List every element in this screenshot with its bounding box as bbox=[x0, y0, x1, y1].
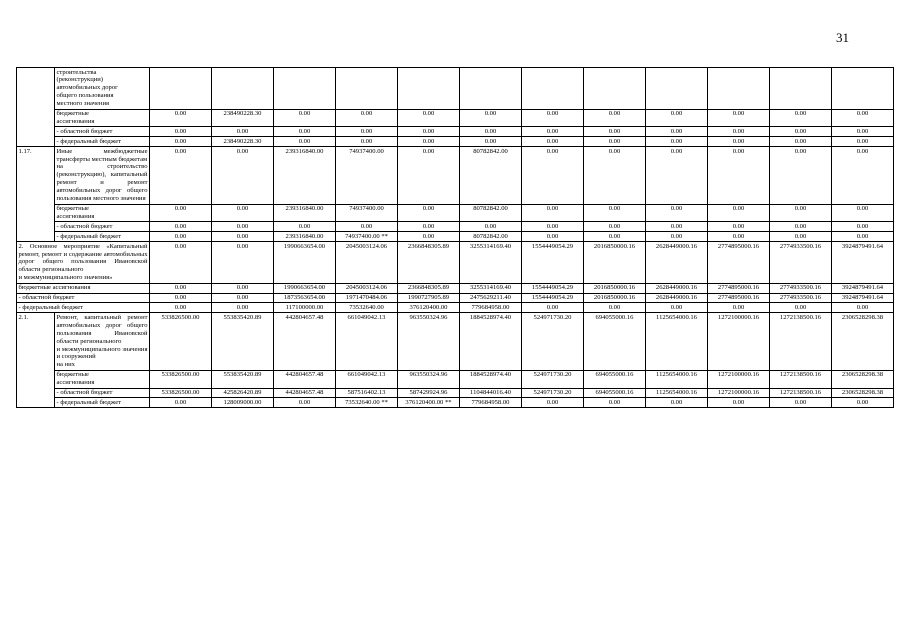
row-id bbox=[17, 398, 55, 408]
value-cell: 587516402.13 bbox=[336, 388, 398, 398]
row-description: Иные межбюджетные трансферты местным бюджетам на строительство (реконструкцию), капитальный ремонт и ремонт автомобильных дорог общего пользования местного значения bbox=[56, 147, 148, 203]
value-cell: 0.00 bbox=[832, 303, 894, 313]
value-cell: 0.00 bbox=[584, 303, 646, 313]
value-cell: 442804657.48 bbox=[274, 370, 336, 388]
value-cell: 1873563654.00 bbox=[274, 293, 336, 303]
value-cell: 2628449000.16 bbox=[646, 242, 708, 284]
value-cell: 0.00 bbox=[832, 137, 894, 147]
value-cell: 694055000.16 bbox=[584, 370, 646, 388]
row-id bbox=[17, 388, 55, 398]
value-cell: 0.00 bbox=[584, 232, 646, 242]
value-cell: 0.00 bbox=[212, 232, 274, 242]
value-cell: 0.00 bbox=[150, 109, 212, 127]
value-cell: 0.00 bbox=[646, 127, 708, 137]
value-cell: 0.00 bbox=[460, 222, 522, 232]
value-cell: 0.00 bbox=[212, 222, 274, 232]
row-description: бюджетные ассигнования bbox=[55, 109, 150, 127]
value-cell bbox=[832, 68, 894, 110]
value-cell: 80782842.00 bbox=[460, 204, 522, 222]
row-id bbox=[17, 127, 55, 137]
value-cell: 0.00 bbox=[150, 204, 212, 222]
table-row bbox=[17, 242, 894, 284]
value-cell: 0.00 bbox=[770, 204, 832, 222]
value-cell: 524971730.20 bbox=[522, 388, 584, 398]
value-cell: 0.00 bbox=[150, 283, 212, 293]
value-cell: 0.00 bbox=[646, 303, 708, 313]
value-cell: 0.00 bbox=[646, 398, 708, 408]
value-cell bbox=[398, 68, 460, 110]
row-description: 2. Основное мероприятие «Капитальный ремонт, ремонт и содержание автомобильных дорог общего пользования Ивановской области регионального и межмуниципального значения» bbox=[18, 242, 148, 282]
value-cell: 2306528298.38 bbox=[832, 388, 894, 398]
value-cell: 0.00 bbox=[212, 303, 274, 313]
value-cell: 0.00 bbox=[832, 232, 894, 242]
value-cell: 74937400.00 ** bbox=[336, 232, 398, 242]
value-cell: 0.00 bbox=[832, 398, 894, 408]
value-cell: 0.00 bbox=[398, 222, 460, 232]
value-cell: 74937400.00 bbox=[336, 204, 398, 222]
value-cell: 74937400.00 bbox=[336, 147, 398, 204]
value-cell: 0.00 bbox=[150, 293, 212, 303]
table-row bbox=[17, 68, 894, 110]
value-cell bbox=[212, 68, 274, 110]
value-cell: 533826500.00 bbox=[150, 313, 212, 370]
value-cell: 376120400.00 ** bbox=[398, 398, 460, 408]
value-cell: 0.00 bbox=[522, 109, 584, 127]
table-row bbox=[17, 127, 894, 137]
value-cell: 0.00 bbox=[708, 222, 770, 232]
table-row bbox=[17, 293, 894, 303]
value-cell: 0.00 bbox=[708, 137, 770, 147]
value-cell: 3924879491.64 bbox=[832, 283, 894, 293]
value-cell: 0.00 bbox=[150, 222, 212, 232]
value-cell: 1272138500.16 bbox=[770, 313, 832, 370]
value-cell bbox=[708, 68, 770, 110]
table-row bbox=[17, 388, 894, 398]
value-cell bbox=[336, 68, 398, 110]
value-cell: 0.00 bbox=[708, 204, 770, 222]
row-description: бюджетные ассигнования bbox=[55, 204, 150, 222]
value-cell: 0.00 bbox=[708, 232, 770, 242]
value-cell: 239316840.00 bbox=[274, 147, 336, 204]
value-cell: 0.00 bbox=[584, 204, 646, 222]
value-cell: 694055000.16 bbox=[584, 388, 646, 398]
value-cell: 2016850000.16 bbox=[584, 293, 646, 303]
table-row bbox=[17, 283, 894, 293]
value-cell bbox=[150, 68, 212, 110]
value-cell: 0.00 bbox=[274, 137, 336, 147]
value-cell: 2475629211.40 bbox=[460, 293, 522, 303]
value-cell: 0.00 bbox=[522, 127, 584, 137]
value-cell: 0.00 bbox=[708, 127, 770, 137]
value-cell: 0.00 bbox=[336, 222, 398, 232]
row-description: Ремонт, капитальный ремонт автомобильных дорог общего пользования Ивановской области регионального и межмуниципального значения и сооружений на них bbox=[56, 313, 148, 369]
table-row bbox=[17, 204, 894, 222]
value-cell: 2016850000.16 bbox=[584, 283, 646, 293]
value-cell: 2306528298.38 bbox=[832, 370, 894, 388]
value-cell: 1272138500.16 bbox=[770, 388, 832, 398]
value-cell: 0.00 bbox=[584, 222, 646, 232]
value-cell: 0.00 bbox=[584, 109, 646, 127]
value-cell: 0.00 bbox=[274, 109, 336, 127]
value-cell: 425826420.89 bbox=[212, 388, 274, 398]
value-cell: 0.00 bbox=[336, 137, 398, 147]
value-cell: 0.00 bbox=[584, 137, 646, 147]
value-cell: 0.00 bbox=[646, 204, 708, 222]
value-cell: 0.00 bbox=[770, 398, 832, 408]
value-cell: 117100000.00 bbox=[274, 303, 336, 313]
table-row bbox=[17, 370, 894, 388]
value-cell: 2774895000.16 bbox=[708, 242, 770, 284]
row-description: - федеральный бюджет bbox=[17, 303, 150, 313]
value-cell: 0.00 bbox=[398, 137, 460, 147]
value-cell: 524971730.20 bbox=[522, 370, 584, 388]
value-cell: 0.00 bbox=[150, 147, 212, 204]
value-cell: 0.00 bbox=[646, 109, 708, 127]
row-id bbox=[17, 204, 55, 222]
value-cell: 0.00 bbox=[522, 222, 584, 232]
value-cell: 239316840.00 bbox=[274, 204, 336, 222]
value-cell: 0.00 bbox=[584, 398, 646, 408]
value-cell bbox=[770, 68, 832, 110]
value-cell bbox=[522, 68, 584, 110]
value-cell: 0.00 bbox=[522, 232, 584, 242]
value-cell: 0.00 bbox=[274, 127, 336, 137]
row-id bbox=[17, 68, 55, 110]
value-cell: 2774933500.16 bbox=[770, 242, 832, 284]
value-cell bbox=[584, 68, 646, 110]
value-cell: 0.00 bbox=[770, 127, 832, 137]
page-number: 31 bbox=[836, 30, 849, 45]
value-cell: 0.00 bbox=[584, 127, 646, 137]
value-cell: 661049042.13 bbox=[336, 370, 398, 388]
value-cell: 0.00 bbox=[584, 147, 646, 204]
table-row bbox=[17, 232, 894, 242]
value-cell bbox=[460, 68, 522, 110]
value-cell: 0.00 bbox=[832, 147, 894, 204]
value-cell: 0.00 bbox=[460, 137, 522, 147]
value-cell: 1554449054.29 bbox=[522, 283, 584, 293]
table-row bbox=[17, 222, 894, 232]
value-cell: 80782842.00 bbox=[460, 147, 522, 204]
value-cell: 533826500.00 bbox=[150, 370, 212, 388]
value-cell: 0.00 bbox=[398, 232, 460, 242]
value-cell: 442804657.48 bbox=[274, 313, 336, 370]
table-row bbox=[17, 137, 894, 147]
row-description: - федеральный бюджет bbox=[55, 137, 150, 147]
value-cell: 0.00 bbox=[832, 204, 894, 222]
row-id: 2.1. bbox=[17, 313, 55, 370]
value-cell: 1884528974.40 bbox=[460, 370, 522, 388]
value-cell: 1104844016.40 bbox=[460, 388, 522, 398]
value-cell: 2045003124.06 bbox=[336, 283, 398, 293]
value-cell: 3924879491.64 bbox=[832, 293, 894, 303]
table-row bbox=[17, 398, 894, 408]
value-cell: 0.00 bbox=[150, 398, 212, 408]
budget-table-body bbox=[17, 68, 894, 408]
value-cell: 0.00 bbox=[646, 232, 708, 242]
value-cell: 524971730.20 bbox=[522, 313, 584, 370]
value-cell: 3255314169.40 bbox=[460, 283, 522, 293]
value-cell: 0.00 bbox=[832, 222, 894, 232]
value-cell: 0.00 bbox=[398, 127, 460, 137]
value-cell: 0.00 bbox=[522, 303, 584, 313]
value-cell: 0.00 bbox=[832, 109, 894, 127]
value-cell: 1272100000.16 bbox=[708, 313, 770, 370]
value-cell: 0.00 bbox=[150, 137, 212, 147]
value-cell: 3924879491.64 bbox=[832, 242, 894, 284]
value-cell: 2774895000.16 bbox=[708, 283, 770, 293]
value-cell: 2016850000.16 bbox=[584, 242, 646, 284]
value-cell: 1990663654.00 bbox=[274, 283, 336, 293]
value-cell: 0.00 bbox=[212, 147, 274, 204]
row-id bbox=[17, 109, 55, 127]
value-cell: 1554449054.29 bbox=[522, 242, 584, 284]
value-cell: 442804657.48 bbox=[274, 388, 336, 398]
value-cell: 238490228.30 bbox=[212, 137, 274, 147]
value-cell: 2045003124.06 bbox=[336, 242, 398, 284]
value-cell: 661049042.13 bbox=[336, 313, 398, 370]
value-cell: 0.00 bbox=[398, 109, 460, 127]
value-cell: 0.00 bbox=[522, 398, 584, 408]
value-cell: 0.00 bbox=[708, 147, 770, 204]
value-cell: 0.00 bbox=[770, 147, 832, 204]
value-cell: 0.00 bbox=[398, 204, 460, 222]
value-cell: 1125654000.16 bbox=[646, 313, 708, 370]
value-cell: 1125654000.16 bbox=[646, 388, 708, 398]
value-cell: 0.00 bbox=[460, 127, 522, 137]
value-cell: 80782842.00 bbox=[460, 232, 522, 242]
value-cell: 0.00 bbox=[274, 398, 336, 408]
value-cell: 0.00 bbox=[274, 222, 336, 232]
value-cell: 0.00 bbox=[336, 127, 398, 137]
value-cell: 0.00 bbox=[522, 204, 584, 222]
row-description: - федеральный бюджет bbox=[55, 232, 150, 242]
value-cell: 0.00 bbox=[212, 283, 274, 293]
value-cell: 0.00 bbox=[770, 137, 832, 147]
value-cell: 0.00 bbox=[398, 147, 460, 204]
value-cell: 2306528298.38 bbox=[832, 313, 894, 370]
value-cell: 1272138500.16 bbox=[770, 370, 832, 388]
value-cell: 1990727905.89 bbox=[398, 293, 460, 303]
value-cell: 963550324.96 bbox=[398, 370, 460, 388]
value-cell: 0.00 bbox=[770, 222, 832, 232]
value-cell: 238490228.30 bbox=[212, 109, 274, 127]
value-cell: 779684958.00 bbox=[460, 398, 522, 408]
table-row bbox=[17, 147, 894, 204]
value-cell: 376120400.00 bbox=[398, 303, 460, 313]
value-cell: 0.00 bbox=[150, 242, 212, 284]
value-cell: 1272100000.16 bbox=[708, 388, 770, 398]
value-cell: 0.00 bbox=[522, 137, 584, 147]
value-cell: 2366848305.89 bbox=[398, 242, 460, 284]
table-row bbox=[17, 109, 894, 127]
row-id: 1.17. bbox=[17, 147, 55, 204]
value-cell: 1272100000.16 bbox=[708, 370, 770, 388]
value-cell: 1990663654.00 bbox=[274, 242, 336, 284]
value-cell: 0.00 bbox=[212, 204, 274, 222]
value-cell: 2628449000.16 bbox=[646, 283, 708, 293]
value-cell: 0.00 bbox=[336, 109, 398, 127]
value-cell: 0.00 bbox=[212, 242, 274, 284]
value-cell: 0.00 bbox=[708, 398, 770, 408]
value-cell: 0.00 bbox=[150, 127, 212, 137]
value-cell: 587429924.96 bbox=[398, 388, 460, 398]
value-cell: 2628449000.16 bbox=[646, 293, 708, 303]
value-cell: 0.00 bbox=[770, 109, 832, 127]
value-cell: 0.00 bbox=[212, 293, 274, 303]
value-cell: 779684958.00 bbox=[460, 303, 522, 313]
value-cell: 963550324.96 bbox=[398, 313, 460, 370]
value-cell bbox=[646, 68, 708, 110]
value-cell: 0.00 bbox=[150, 232, 212, 242]
value-cell: 128009000.00 bbox=[212, 398, 274, 408]
value-cell: 694055000.16 bbox=[584, 313, 646, 370]
value-cell: 0.00 bbox=[832, 127, 894, 137]
row-description: - федеральный бюджет bbox=[55, 398, 150, 408]
value-cell: 0.00 bbox=[460, 109, 522, 127]
value-cell: 1884528974.40 bbox=[460, 313, 522, 370]
value-cell: 0.00 bbox=[212, 127, 274, 137]
table-row bbox=[17, 313, 894, 370]
value-cell: 73532640.00 ** bbox=[336, 398, 398, 408]
value-cell: 0.00 bbox=[646, 222, 708, 232]
value-cell: 1971470484.06 bbox=[336, 293, 398, 303]
value-cell: 0.00 bbox=[770, 303, 832, 313]
row-id bbox=[17, 222, 55, 232]
row-description: - областной бюджет bbox=[55, 222, 150, 232]
row-description: бюджетные ассигнования bbox=[55, 370, 150, 388]
value-cell: 2774933500.16 bbox=[770, 293, 832, 303]
value-cell: 0.00 bbox=[708, 303, 770, 313]
value-cell: 553835420.89 bbox=[212, 313, 274, 370]
table-row bbox=[17, 303, 894, 313]
budget-table bbox=[16, 67, 894, 408]
value-cell: 2774933500.16 bbox=[770, 283, 832, 293]
value-cell: 0.00 bbox=[708, 109, 770, 127]
value-cell: 533826500.00 bbox=[150, 388, 212, 398]
value-cell: 2366848305.89 bbox=[398, 283, 460, 293]
value-cell: 0.00 bbox=[646, 147, 708, 204]
row-description: - областной бюджет bbox=[55, 388, 150, 398]
value-cell: 553835420.89 bbox=[212, 370, 274, 388]
value-cell: 0.00 bbox=[150, 303, 212, 313]
value-cell bbox=[274, 68, 336, 110]
row-description: бюджетные ассигнования bbox=[17, 283, 150, 293]
value-cell: 2774895000.16 bbox=[708, 293, 770, 303]
value-cell: 239316840.00 bbox=[274, 232, 336, 242]
row-description: - областной бюджет bbox=[55, 127, 150, 137]
row-id bbox=[17, 370, 55, 388]
value-cell: 0.00 bbox=[770, 232, 832, 242]
value-cell: 1554449054.29 bbox=[522, 293, 584, 303]
value-cell: 3255314169.40 bbox=[460, 242, 522, 284]
row-description: строительства (реконструкции) автомобильных дорог общего пользования местного значения bbox=[55, 68, 150, 110]
row-description: - областной бюджет bbox=[17, 293, 150, 303]
row-id bbox=[17, 137, 55, 147]
value-cell: 1125654000.16 bbox=[646, 370, 708, 388]
value-cell: 0.00 bbox=[646, 137, 708, 147]
value-cell: 73532640.00 bbox=[336, 303, 398, 313]
value-cell: 0.00 bbox=[522, 147, 584, 204]
row-id bbox=[17, 232, 55, 242]
